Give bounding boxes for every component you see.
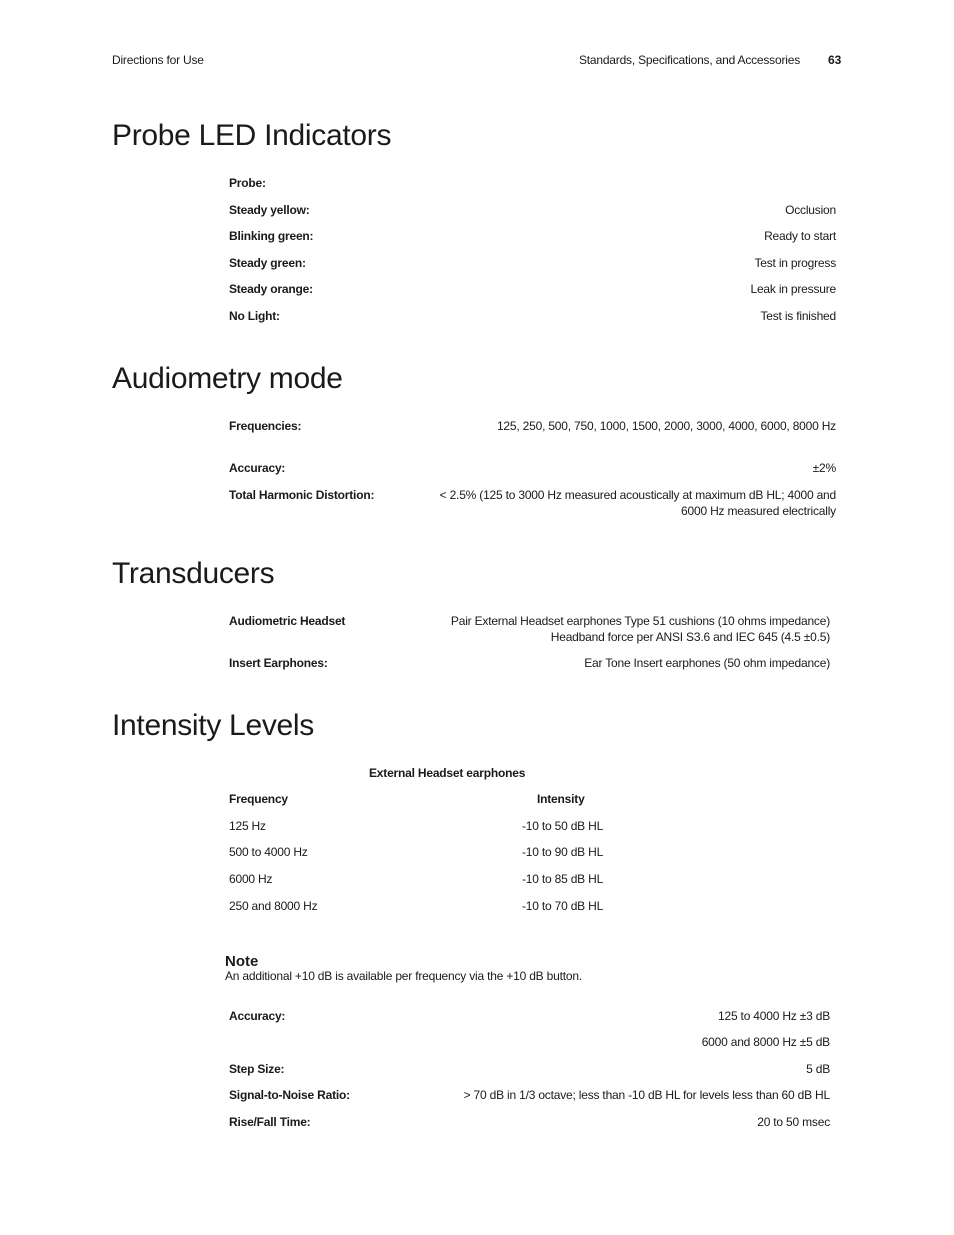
table-cell-intensity: -10 to 85 dB HL xyxy=(522,872,604,886)
table-cell-intensity: -10 to 70 dB HL xyxy=(522,899,604,913)
snr-label: Signal-to-Noise Ratio: xyxy=(229,1088,350,1102)
accuracy-label: Accuracy: xyxy=(229,461,286,475)
column-header-frequency: Frequency xyxy=(229,792,288,806)
probe-row-value: Occlusion xyxy=(785,203,836,217)
intensity-accuracy-value: 6000 and 8000 Hz ±5 dB xyxy=(701,1035,830,1049)
probe-row-value: Ready to start xyxy=(764,229,836,243)
probe-label: Probe: xyxy=(229,176,266,190)
probe-led-heading: Probe LED Indicators xyxy=(112,119,392,152)
probe-row-label: No Light: xyxy=(229,309,280,323)
step-size-value: 5 dB xyxy=(806,1062,830,1076)
thd-value xyxy=(416,487,836,519)
thd-label: Total Harmonic Distortion: xyxy=(229,488,375,502)
header-section-title: Standards, Specifications, and Accessories xyxy=(578,53,800,67)
probe-row-value: Test in progress xyxy=(754,256,836,270)
headset-value-line: Pair External Headset earphones Type 51 cushions (10 ohms impedance) xyxy=(450,614,830,628)
frequencies-label: Frequencies: xyxy=(229,419,302,433)
rise-fall-label: Rise/Fall Time: xyxy=(229,1115,311,1129)
probe-row-label: Blinking green: xyxy=(229,229,314,243)
table-cell-frequency: 500 to 4000 Hz xyxy=(229,845,308,859)
insert-value: Ear Tone Insert earphones (50 ohm impedance) xyxy=(584,656,830,670)
headset-value-line: Headband force per ANSI S3.6 and IEC 645 (4.5 ±0.5) xyxy=(550,630,830,644)
probe-row-label: Steady green: xyxy=(229,256,306,270)
insert-label: Insert Earphones: xyxy=(229,656,328,670)
probe-row-value: Test is finished xyxy=(760,309,836,323)
intensity-accuracy-value: 125 to 4000 Hz ±3 dB xyxy=(718,1009,830,1023)
table-title: External Headset earphones xyxy=(369,766,526,780)
accuracy-value: ±2% xyxy=(812,461,836,475)
table-cell-frequency: 250 and 8000 Hz xyxy=(229,899,318,913)
frequencies-value: 125, 250, 500, 750, 1000, 1500, 2000, 3000, 4000, 6000, 8000 Hz xyxy=(496,419,836,433)
audiometry-heading: Audiometry mode xyxy=(112,362,343,395)
intensity-heading: Intensity Levels xyxy=(112,709,314,742)
probe-row-value: Leak in pressure xyxy=(750,282,836,296)
page-number: 63 xyxy=(828,53,842,67)
table-cell-intensity: -10 to 90 dB HL xyxy=(522,845,604,859)
header-doc-title: Directions for Use xyxy=(112,53,204,67)
table-cell-frequency: 125 Hz xyxy=(229,819,266,833)
rise-fall-value: 20 to 50 msec xyxy=(757,1115,830,1129)
thd-value-line: 6000 Hz measured electrically xyxy=(681,504,836,518)
headset-label: Audiometric Headset xyxy=(229,614,346,628)
probe-row-label: Steady orange: xyxy=(229,282,313,296)
table-cell-intensity: -10 to 50 dB HL xyxy=(522,819,604,833)
snr-value: > 70 dB in 1/3 octave; less than -10 dB HL for levels less than 60 dB HL xyxy=(463,1088,830,1102)
thd-value-line: < 2.5% (125 to 3000 Hz measured acoustically at maximum dB HL; 4000 and xyxy=(439,488,836,502)
probe-row-label: Steady yellow: xyxy=(229,203,310,217)
intensity-accuracy-label: Accuracy: xyxy=(229,1009,286,1023)
step-size-label: Step Size: xyxy=(229,1062,285,1076)
transducers-heading: Transducers xyxy=(112,557,275,590)
headset-value xyxy=(410,613,830,645)
note-title: Note xyxy=(225,953,259,970)
table-cell-frequency: 6000 Hz xyxy=(229,872,273,886)
column-header-intensity: Intensity xyxy=(537,792,585,806)
note-text: An additional +10 dB is available per frequency via the +10 dB button. xyxy=(225,969,582,983)
